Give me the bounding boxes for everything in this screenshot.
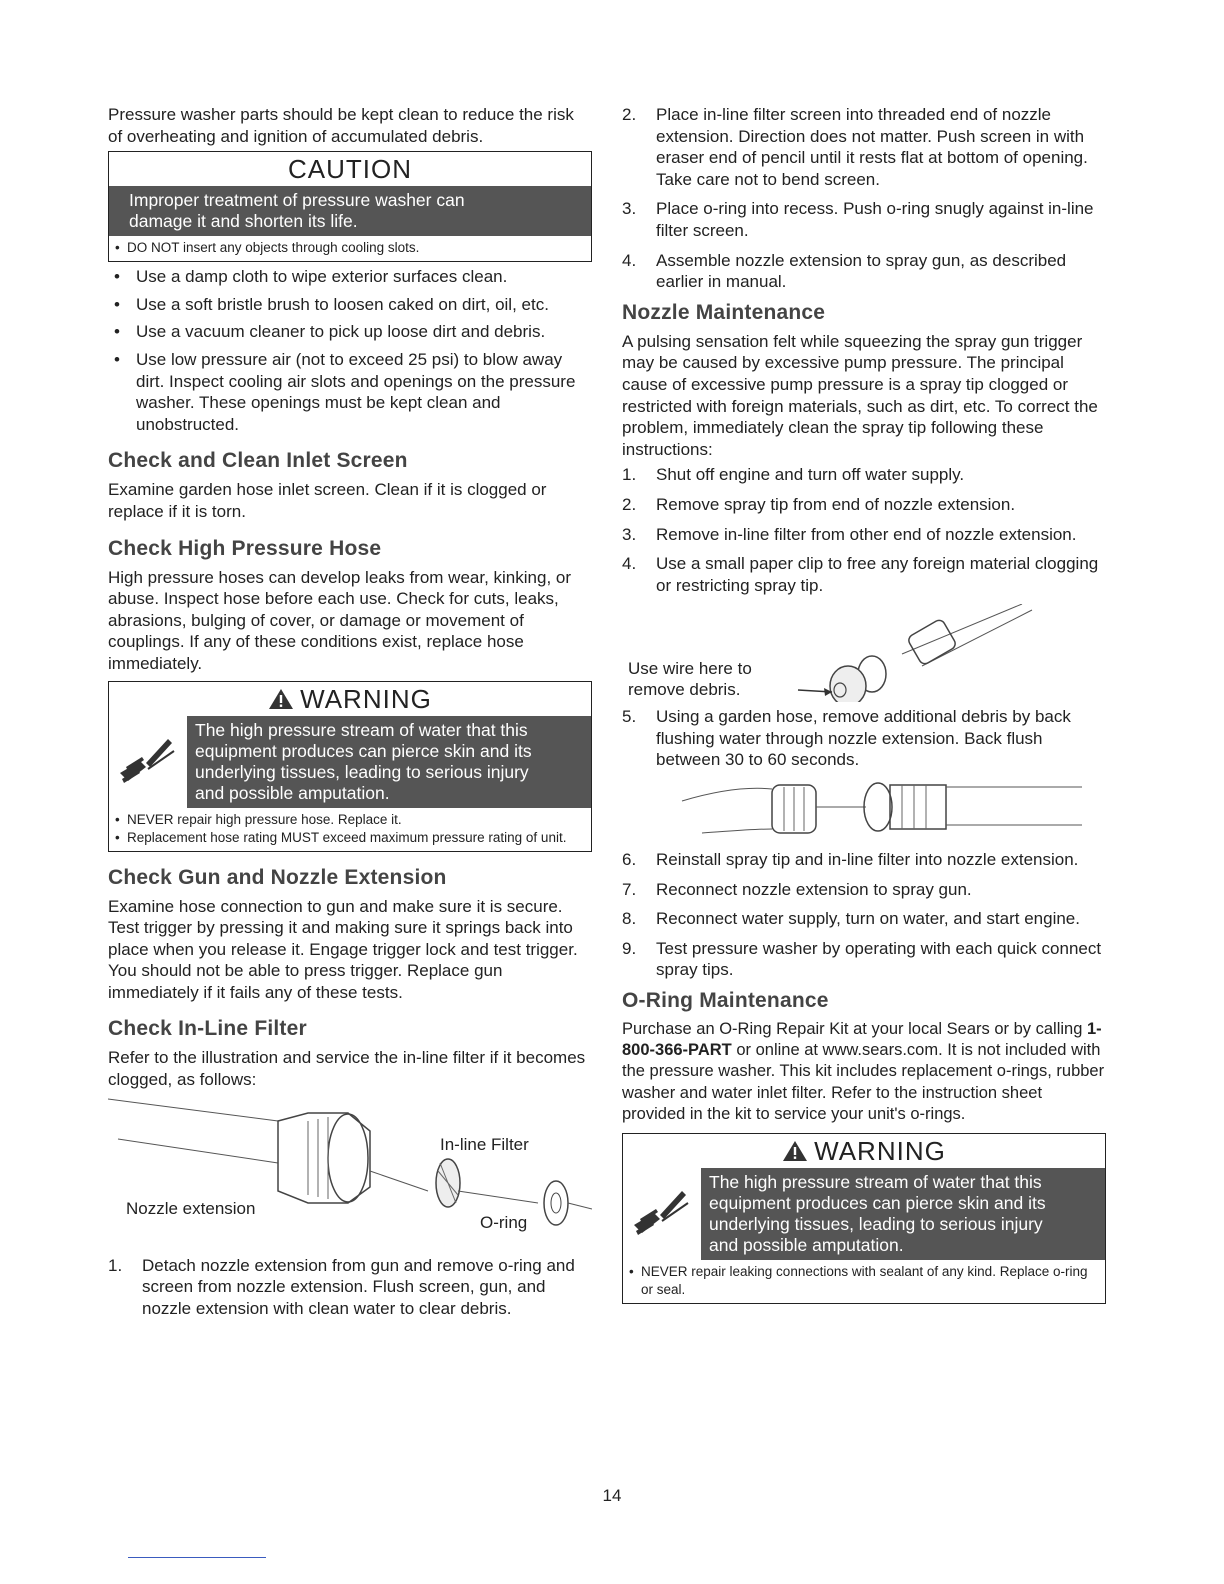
filter-heading: Check In-Line Filter <box>108 1017 307 1041</box>
oring-heading: O-Ring Maintenance <box>622 989 829 1013</box>
caution-heading: CAUTION <box>288 154 412 185</box>
caution-band-line: Improper treatment of pressure washer can <box>129 190 465 211</box>
use-wire-label: Use wire here to remove debris. <box>628 659 752 700</box>
list-item: 5. Using a garden hose, remove additional debris by back flushing water through nozzle extension. Back flush between 30 to 60 seconds. <box>622 707 1071 770</box>
list-item: 2. Place in-line filter screen into threaded end of nozzle extension. Direction does not matter. Push screen in with eraser end of pencil until it rests flat at bottom of opening. Take care not to bend screen. <box>622 105 1088 189</box>
list-item: 1. Shut off engine and turn off water supply. <box>622 465 965 485</box>
caution-box <box>108 151 592 262</box>
backflush-figure <box>622 779 1106 845</box>
warning-row <box>623 1168 1105 1260</box>
hose-heading: Check High Pressure Hose <box>108 536 382 560</box>
warning-band-line: equipment produces can pierce skin and its <box>709 1193 1046 1214</box>
warning-band-line: and possible amputation. <box>709 1235 904 1256</box>
list-item: 4. Assemble nozzle extension to spray gun, as described earlier in manual. <box>622 250 1067 292</box>
warning-fine-item: • NEVER repair high pressure hose. Replace it. <box>115 811 585 829</box>
hazard-icon <box>109 716 187 808</box>
filter-steps <box>108 1255 592 1320</box>
warning-triangle-icon <box>268 688 294 710</box>
list-item: 3. Place o-ring into recess. Push o-ring snugly against in-line filter screen. <box>622 199 1094 240</box>
hazard-icon <box>623 1168 701 1260</box>
list-item: • Use a damp cloth to wipe exterior surfaces clean. <box>108 266 592 288</box>
warning-box-hose <box>108 681 592 852</box>
list-item: 4. Use a small paper clip to free any foreign material clogging or restricting spray tip. <box>622 554 1099 595</box>
page-number: 14 <box>602 1486 622 1505</box>
list-item: 9. Test pressure washer by operating with each quick connect spray tips. <box>622 938 1102 980</box>
gun-text: Examine hose connection to gun and make sure it is secure. Test trigger by pressing it and making sure it springs back into place when you release it. Engage trigger lock and test trigger. You should not be able to press trigger. Replace gun immediately if it fails any of these tests. <box>108 896 578 1002</box>
cleaning-bullets <box>108 266 592 435</box>
warning-band <box>187 716 591 808</box>
warning-heading: WARNING <box>109 682 591 716</box>
nozzle-steps-5 <box>622 706 1106 771</box>
nozzle-steps-6-9 <box>622 849 1106 981</box>
list-item: 2. Remove spray tip from end of nozzle extension. <box>622 494 1016 514</box>
list-item: 7. Reconnect nozzle extension to spray gun. <box>622 879 972 899</box>
nozzle-extension-label: Nozzle extension <box>126 1198 256 1218</box>
warning-band-line: underlying tissues, leading to serious injury <box>195 761 529 782</box>
nozzle-steps <box>622 464 1106 596</box>
warning-heading: WARNING <box>623 1134 1105 1168</box>
warning-triangle-icon <box>782 1140 808 1162</box>
list-item: • Use a soft bristle brush to loosen caked on dirt, oil, etc. <box>108 294 592 316</box>
o-ring-label: O-ring <box>480 1212 528 1232</box>
list-item: 6. Reinstall spray tip and in-line filter into nozzle extension. <box>622 850 1079 870</box>
hose-text: High pressure hoses can develop leaks from wear, kinking, or abuse. Inspect hose before each use. Check for cuts, leaks, abrasions, bulging of cover, or damage or movement of couplings. If any of these conditions exist, replace hose immediately. <box>108 567 572 673</box>
warning-fine-item: • Replacement hose rating MUST exceed maximum pressure rating of unit. <box>115 829 585 847</box>
list-item: 3. Remove in-line filter from other end of nozzle extension. <box>622 524 1077 544</box>
warning-band-line: and possible amputation. <box>195 782 390 803</box>
list-item: 8. Reconnect water supply, turn on water, and start engine. <box>622 909 1080 929</box>
list-item: • Use low pressure air (not to exceed 25 psi) to blow away dirt. Inspect cooling air slots and openings on the pressure washer. These openings must be kept clean and unobstructed. <box>108 349 592 435</box>
caution-band-line: damage it and shorten its life. <box>129 211 358 232</box>
caution-fine-item: • DO NOT insert any objects through cooling slots. <box>115 239 585 257</box>
warning-row <box>109 716 591 808</box>
intro-text: Pressure washer parts should be kept clean to reduce the risk of overheating and ignition of accumulated debris. <box>108 105 574 146</box>
list-item: 1. Detach nozzle extension from gun and remove o-ring and screen from nozzle extension. Flush screen, gun, and nozzle extension with clean water to clear debris. <box>108 1255 575 1318</box>
nozzle-text: A pulsing sensation felt while squeezing the spray gun trigger may be caused by excessive pump pressure. The principal cause of excessive pump pressure is a spray tip clogged or restricted with foreign materials, such as dirt, etc. To correct the problem, immediately clean the spray tip following these instructions: <box>622 331 1098 459</box>
gun-heading: Check Gun and Nozzle Extension <box>108 865 447 889</box>
in-line-filter-label: In-line Filter <box>440 1134 529 1154</box>
warning-fine-item: • NEVER repair leaking connections with sealant of any kind. Replace o-ring or seal. <box>629 1263 1099 1299</box>
oring-text: Purchase an O-Ring Repair Kit at your local Sears or by calling 1-800-366-PART or online at www.sears.com. It is not included with the pressure washer. This kit includes replacement o-rings, rubber washer and water inlet filter. Refer to the instruction sheet provided in the kit to service your unit's o-rings. <box>622 1020 1105 1123</box>
warning-box-oring <box>622 1133 1106 1304</box>
list-item: • Use a vacuum cleaner to pick up loose dirt and debris. <box>108 321 592 343</box>
warning-fine <box>109 808 591 851</box>
filter-steps-continued <box>622 104 1106 293</box>
caution-fine <box>109 236 591 261</box>
right-column <box>622 104 1106 1304</box>
filter-text: Refer to the illustration and service the in-line filter if it becomes clogged, as follows: <box>108 1048 586 1090</box>
inlet-text: Examine garden hose inlet screen. Clean if it is clogged or replace if it is torn. <box>108 480 547 521</box>
backflush-illustration <box>622 779 1106 845</box>
warning-band-line: The high pressure stream of water that this <box>195 719 528 740</box>
warning-band-line: equipment produces can pierce skin and its <box>195 740 532 761</box>
phone-number: 1-800-366-PART <box>622 1020 1102 1060</box>
nozzle-heading: Nozzle Maintenance <box>622 300 826 324</box>
warning-band-line: The high pressure stream of water that this <box>709 1172 1042 1193</box>
warning-band-line: underlying tissues, leading to serious injury <box>709 1214 1043 1235</box>
warning-fine <box>623 1260 1105 1303</box>
spray-tip-figure <box>622 604 1106 702</box>
left-column <box>108 104 592 1327</box>
inlet-heading: Check and Clean Inlet Screen <box>108 449 408 473</box>
inline-filter-figure <box>108 1091 592 1251</box>
warning-band <box>701 1168 1105 1260</box>
footer-rule <box>128 1557 266 1558</box>
caution-band <box>109 186 591 236</box>
